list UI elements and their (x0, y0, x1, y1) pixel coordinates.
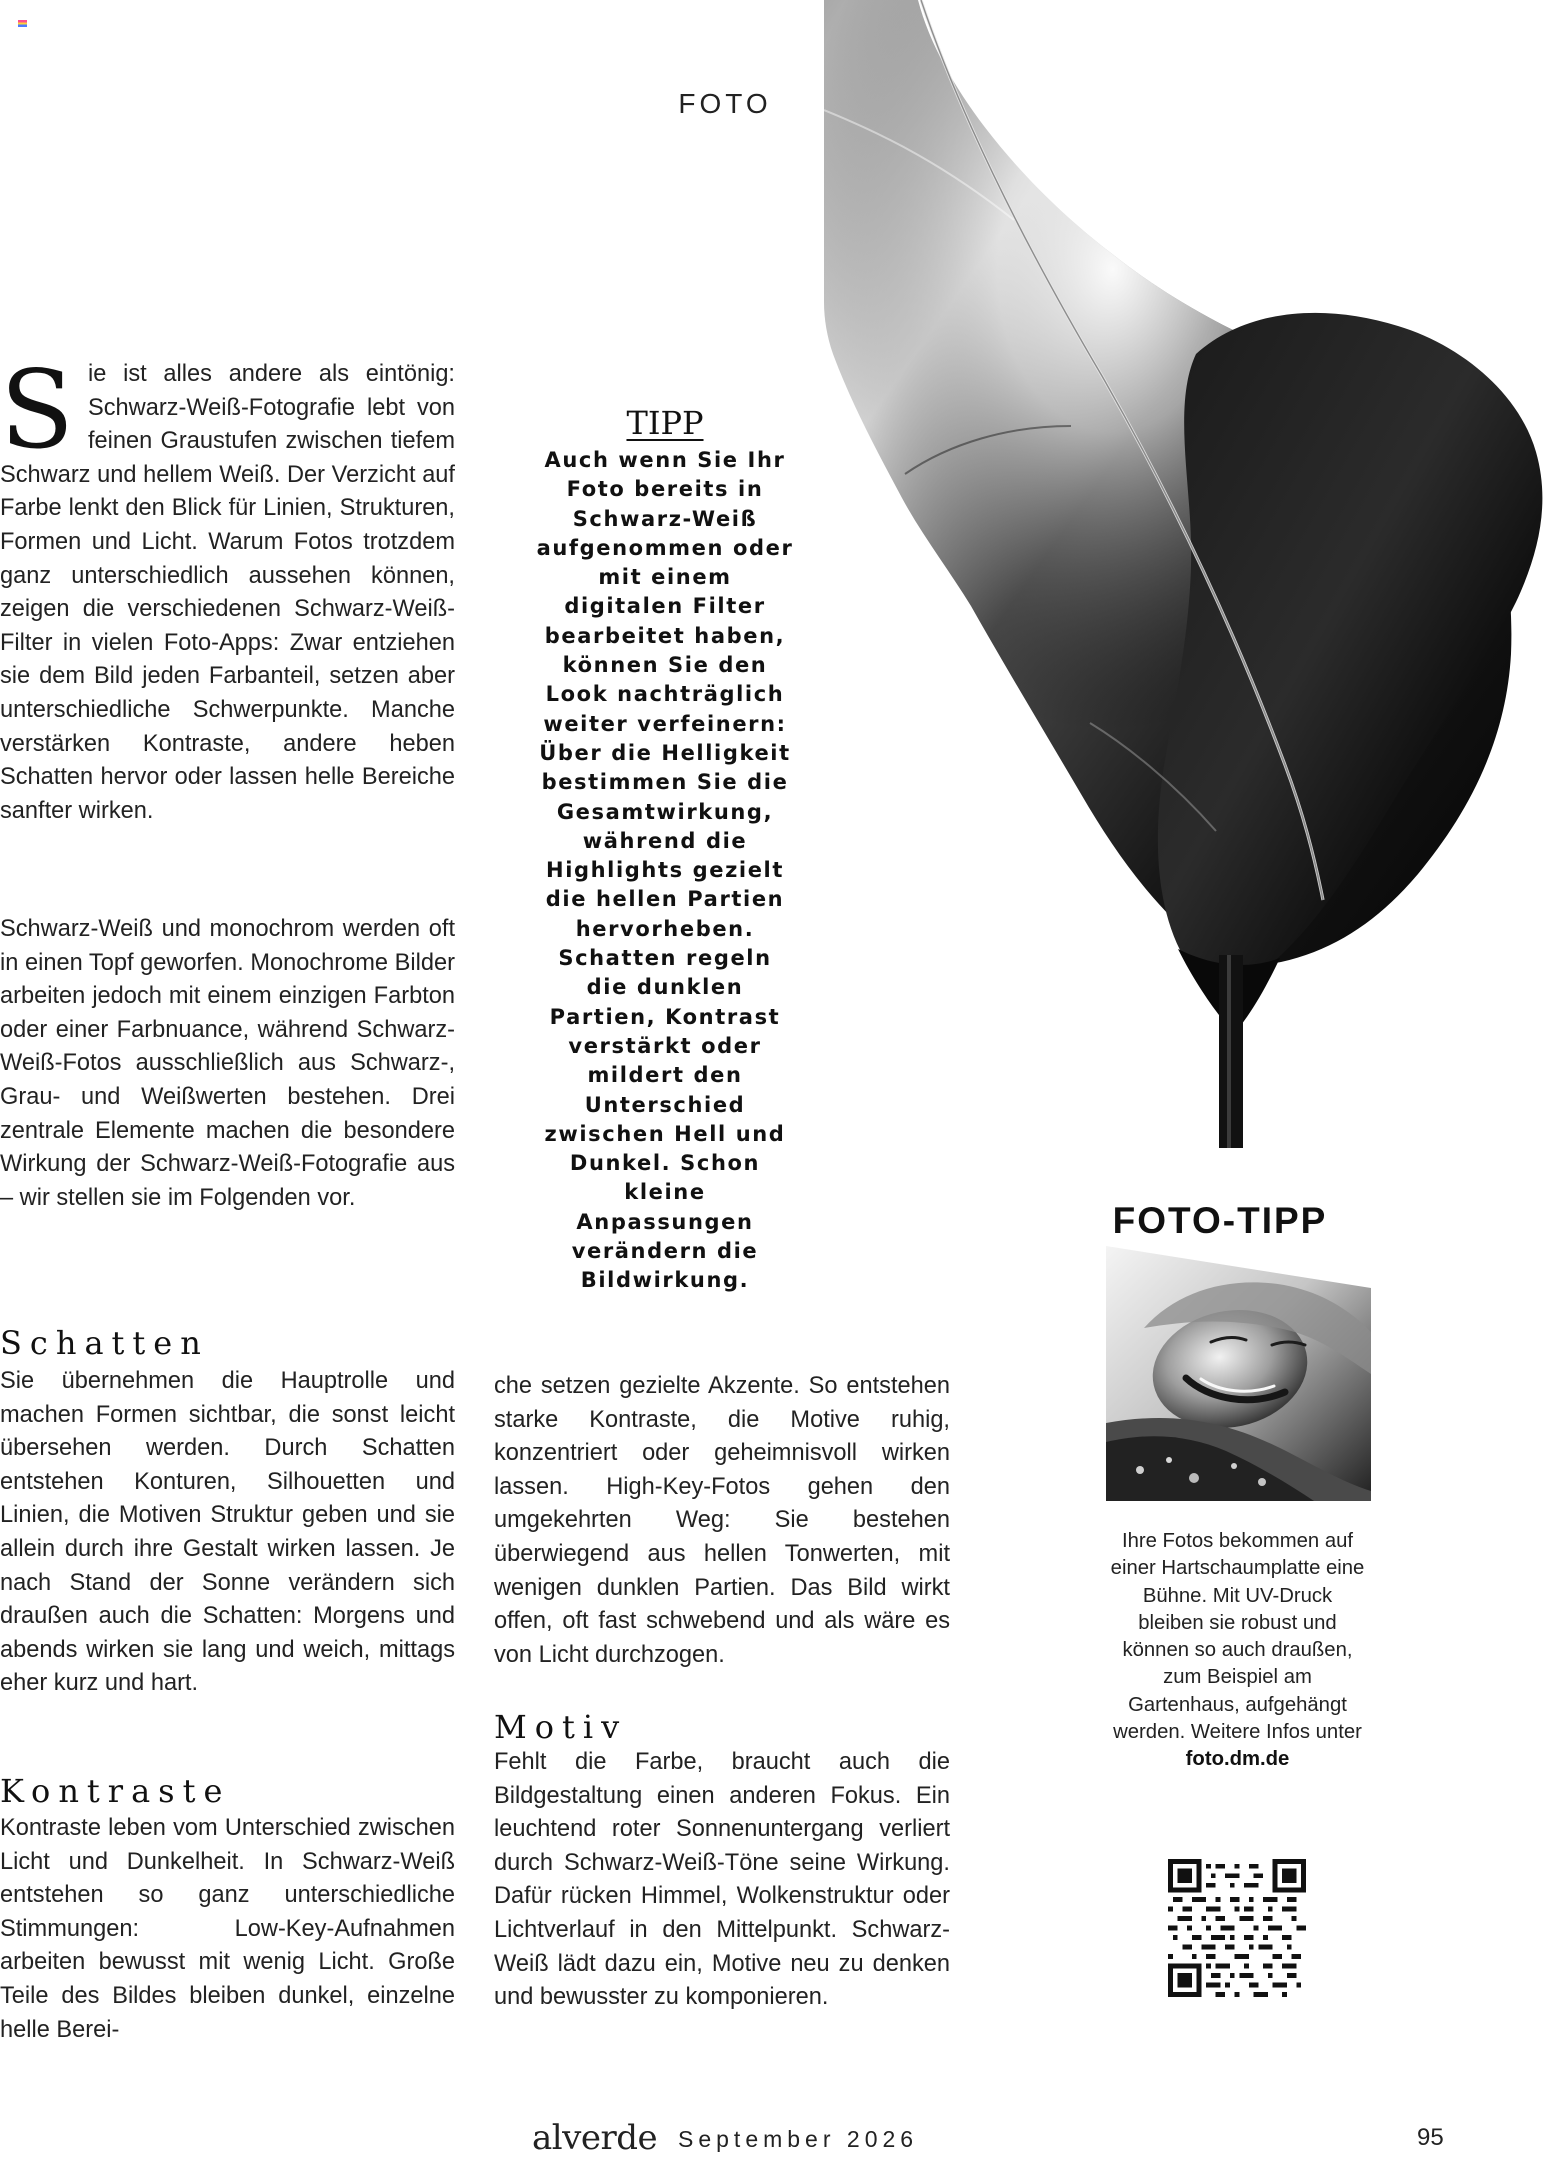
fototipp-photo (1106, 1246, 1371, 1501)
hero-leaf-photo (824, 0, 1550, 1148)
dropcap: S (0, 348, 74, 473)
section-label: FOTO (678, 88, 772, 119)
kontraste-continuation: che setzen gezielte Akzente. So entstehen starke Kontraste, die Motive ruhig, konzentriert oder geheimnisvoll wirken lassen. High-Key-Fotos gehen den umgekehrten Weg: Sie bestehen überwiegend aus hellen Tonwerten, mit wenigen dunklen Partien. Das Bild wirkt offen, oft fast schwebend und als wäre es von Licht durchzogen. (494, 1373, 950, 1668)
issue-date: September 2026 (678, 2126, 919, 2152)
intro-paragraph-2: Schwarz-Weiß und monochrom werden oft in einen Topf geworfen. Monochrome Bilder arbeiten jedoch mit einem einzigen Farbton oder einer Farbnuance, während Schwarz-Weiß-Fotos ausschließlich aus Schwarz-, Grau- und Weißwerten bestehen. Drei zentrale Elemente machen die besondere Wirkung der Schwarz-Weiß-Fotografie aus – wir stellen sie im Folgenden vor. (0, 916, 455, 1211)
page-number: 95 (1417, 2124, 1444, 2151)
portrait-image (1106, 1246, 1371, 1501)
brand-logo: alverde (532, 2118, 658, 2158)
tipp-text: Auch wenn Sie Ihr Foto bereits in Schwarz-Weiß aufgenommen oder mit einem digitalen Filter bearbeitet haben, können Sie den Look nachträglich weiter verfeinern: Über die Helligkeit bestimmen Sie die Gesamtwirkung, während die Highlights gezielt die hellen Partien hervorheben. Schatten regeln die dunklen Partien, Kontrast verstärkt oder mildert den Unterschied zwischen Hell und Dunkel. Schon kleine Anpassungen verändern die Bildwirkung. (536, 448, 794, 1293)
kontraste-heading: Kontraste (0, 1772, 231, 1810)
schatten-heading: Schatten (0, 1324, 209, 1362)
motiv-heading: Motiv (494, 1708, 628, 1746)
qr-code-icon (1168, 1859, 1306, 1997)
intro-paragraph (0, 348, 455, 828)
intro-text: ie ist alles andere als eintönig: Schwarz-Weiß-Fotografie lebt von feinen Graustufen zwischen tiefem Schwarz und hellem Weiß. Der Verzicht auf Farbe lenkt den Blick für Linien, Strukturen, Formen und Licht. Warum Fotos trotzdem ganz unterschiedlich aussehen können, zeigen die verschiedenen Schwarz-Weiß-Filter in vielen Foto-Apps: Zwar entziehen sie dem Bild jeden Farbanteil, setzen aber unterschiedliche Schwerpunkte. Manche verstärken Kontraste, andere heben Schatten hervor oder lassen helle Bereiche sanfter wirken. (0, 361, 455, 824)
leaf-image (824, 0, 1550, 1148)
fototipp-url[interactable]: foto.dm.de (1185, 1748, 1290, 1771)
schatten-text: Sie übernehmen die Hauptrolle und machen Formen sichtbar, die sonst leicht übersehen werden. Durch Schatten entstehen Konturen, Silhouetten und Linien, die Motiven Struktur geben und sie allein durch ihre Gestalt wirken lassen. Je nach Stand der Sonne verändern sich draußen auch die Schatten: Morgens und abends wirken sie lang und weich, mittags eher kurz und hart. (0, 1368, 455, 1697)
fototipp-description: Ihre Fotos bekommen auf einer Hartschaumplatte eine Bühne. Mit UV-Druck bleiben sie robust und können so auch draußen, zum Beispiel am Gartenhaus, aufgehängt werden. Weitere Infos unter (1110, 1530, 1365, 1744)
kontraste-text: Kontraste leben vom Unterschied zwischen Licht und Dunkelheit. In Schwarz-Weiß entstehen so ganz unterschiedliche Stimmungen: Low-Key-Aufnahmen arbeiten bewusst mit wenig Licht. Große Teile des Bildes bleiben dunkel, einzelne helle Berei- (0, 1815, 455, 2043)
motiv-text: Fehlt die Farbe, braucht auch die Bildgestaltung einen anderen Fokus. Ein leuchtend roter Sonnenuntergang verliert durch Schwarz-Weiß-Töne seine Wirkung. Dafür rücken Himmel, Wolkenstruktur oder Lichtverlauf in den Mittelpunkt. Schwarz-Weiß lädt dazu ein, Motive neu zu denken und bewusster zu komponieren. (494, 1749, 950, 2011)
qr-code[interactable] (1168, 1859, 1306, 1997)
fototipp-text (1110, 1528, 1365, 1774)
fototipp-title: FOTO-TIPP (1112, 1200, 1328, 1241)
flag-icon (18, 20, 27, 27)
tipp-title: TIPP (626, 404, 704, 442)
